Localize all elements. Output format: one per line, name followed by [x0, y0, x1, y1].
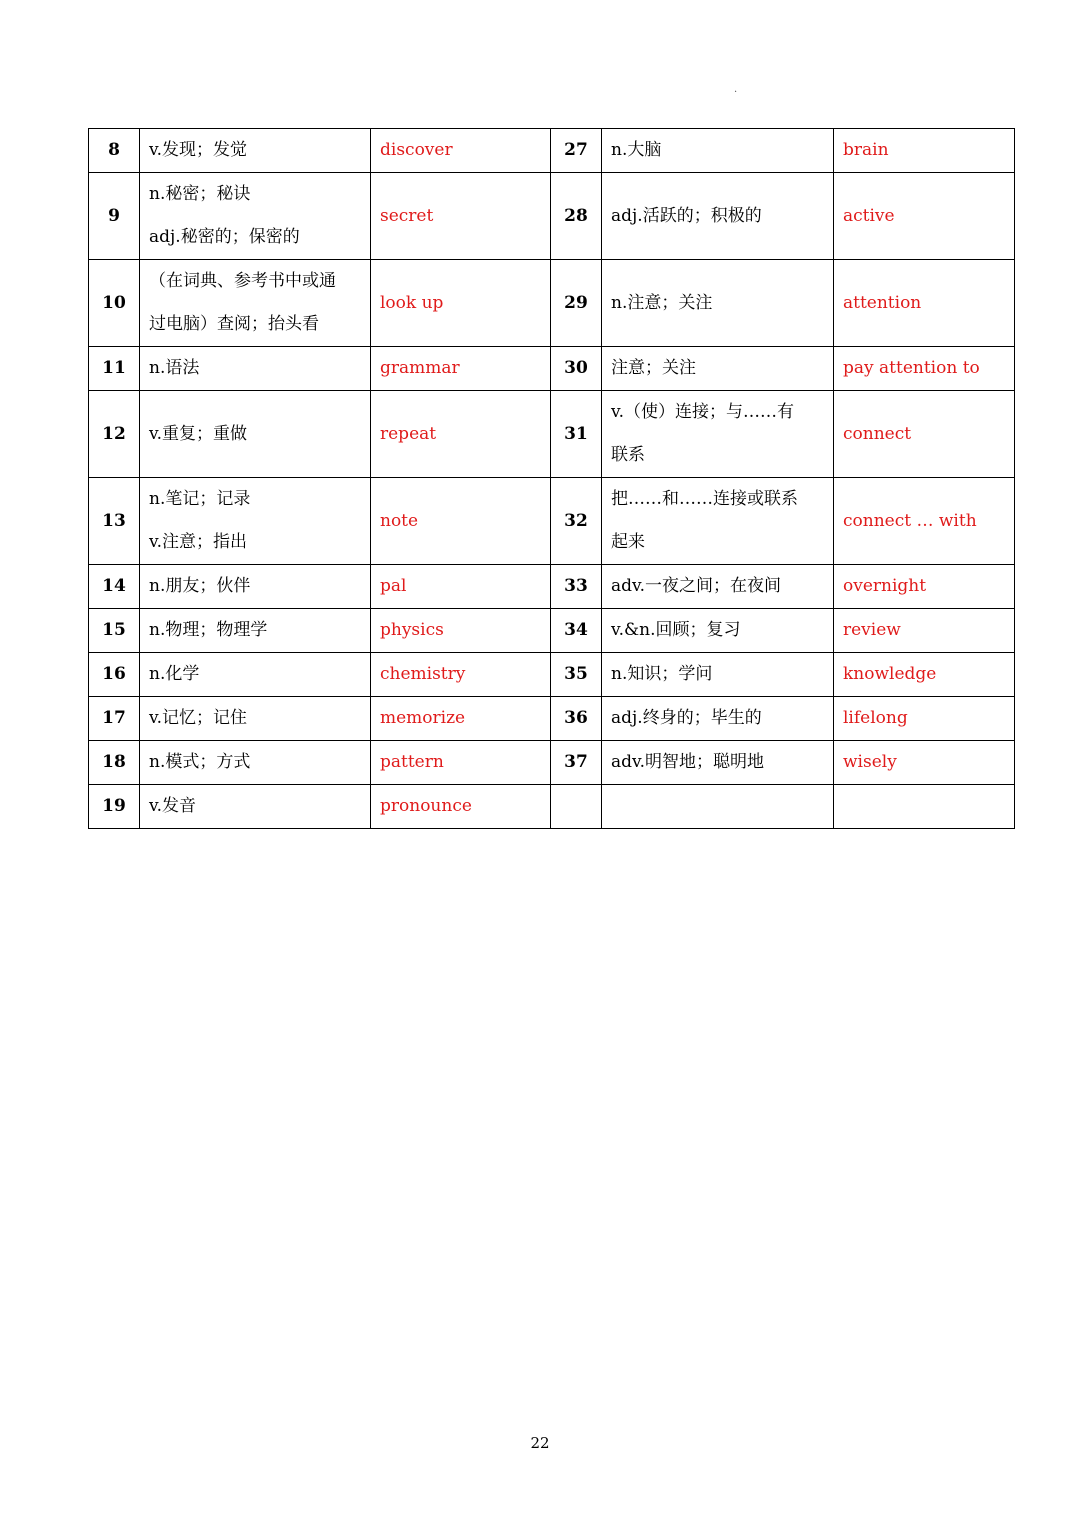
- chinese-meaning: [140, 391, 371, 478]
- meaning-line: v.发音: [149, 796, 196, 816]
- entry-number: 35: [551, 653, 602, 697]
- english-answer: secret: [371, 173, 551, 260]
- entry-number: 37: [551, 741, 602, 785]
- meaning-line: 把……和……连接或联系: [611, 489, 798, 509]
- chinese-meaning: [602, 347, 834, 391]
- meaning-line: n.朋友；伙伴: [149, 576, 251, 596]
- header-dot: .: [734, 84, 738, 95]
- entry-number: 16: [89, 653, 140, 697]
- meaning-line: n.化学: [149, 664, 200, 684]
- chinese-meaning: [602, 697, 834, 741]
- english-answer: look up: [371, 260, 551, 347]
- english-answer: brain: [834, 129, 1015, 173]
- chinese-meaning: [602, 565, 834, 609]
- empty-meaning-cell: [602, 785, 834, 829]
- table-row: [89, 391, 1015, 478]
- entry-number: 14: [89, 565, 140, 609]
- entry-number: 28: [551, 173, 602, 260]
- chinese-meaning: [140, 565, 371, 609]
- meaning-line: v.&n.回顾；复习: [611, 620, 741, 640]
- chinese-meaning: [602, 391, 834, 478]
- english-answer: lifelong: [834, 697, 1015, 741]
- chinese-meaning: [602, 653, 834, 697]
- entry-number: 27: [551, 129, 602, 173]
- entry-number: 12: [89, 391, 140, 478]
- table-row: [89, 697, 1015, 741]
- page-number: 22: [530, 1434, 550, 1452]
- chinese-meaning: [602, 129, 834, 173]
- english-answer: connect: [834, 391, 1015, 478]
- table-row: [89, 260, 1015, 347]
- english-answer: knowledge: [834, 653, 1015, 697]
- english-answer: note: [371, 478, 551, 565]
- chinese-meaning: [140, 609, 371, 653]
- meaning-line: n.模式；方式: [149, 752, 251, 772]
- meaning-line: 过电脑）查阅；抬头看: [149, 314, 319, 334]
- entry-number: 31: [551, 391, 602, 478]
- entry-number: 9: [89, 173, 140, 260]
- chinese-meaning: [140, 173, 371, 260]
- meaning-line: v.记忆；记住: [149, 708, 247, 728]
- english-answer: active: [834, 173, 1015, 260]
- chinese-meaning: [140, 785, 371, 829]
- chinese-meaning: [140, 741, 371, 785]
- entry-number: 8: [89, 129, 140, 173]
- english-answer: pattern: [371, 741, 551, 785]
- chinese-meaning: [602, 173, 834, 260]
- entry-number: 36: [551, 697, 602, 741]
- english-answer: pal: [371, 565, 551, 609]
- entry-number: 19: [89, 785, 140, 829]
- entry-number: 13: [89, 478, 140, 565]
- meaning-line: 联系: [611, 445, 645, 465]
- table-row: [89, 653, 1015, 697]
- table-row: [89, 741, 1015, 785]
- chinese-meaning: [140, 697, 371, 741]
- english-answer: review: [834, 609, 1015, 653]
- meaning-line: n.秘密；秘诀: [149, 184, 251, 204]
- english-answer: attention: [834, 260, 1015, 347]
- english-answer: discover: [371, 129, 551, 173]
- meaning-line: 起来: [611, 532, 645, 552]
- table-row: [89, 129, 1015, 173]
- chinese-meaning: [602, 609, 834, 653]
- chinese-meaning: [140, 347, 371, 391]
- meaning-line: v.（使）连接；与……有: [611, 402, 794, 422]
- table-row: [89, 609, 1015, 653]
- meaning-line: n.物理；物理学: [149, 620, 268, 640]
- entry-number: 17: [89, 697, 140, 741]
- entry-number: 29: [551, 260, 602, 347]
- entry-number: 30: [551, 347, 602, 391]
- chinese-meaning: [602, 260, 834, 347]
- meaning-line: n.语法: [149, 358, 200, 378]
- meaning-line: v.发现；发觉: [149, 140, 247, 160]
- chinese-meaning: [140, 478, 371, 565]
- meaning-line: v.重复；重做: [149, 423, 247, 444]
- chinese-meaning: [140, 260, 371, 347]
- english-answer: chemistry: [371, 653, 551, 697]
- english-answer: repeat: [371, 391, 551, 478]
- vocabulary-table: [88, 128, 1015, 829]
- meaning-line: n.大脑: [611, 140, 662, 160]
- meaning-line: adv.一夜之间；在夜间: [611, 576, 782, 596]
- chinese-meaning: [602, 478, 834, 565]
- chinese-meaning: [602, 741, 834, 785]
- entry-number: 33: [551, 565, 602, 609]
- english-answer: connect … with: [834, 478, 1015, 565]
- table-row: [89, 785, 1015, 829]
- table-row: [89, 565, 1015, 609]
- entry-number: 15: [89, 609, 140, 653]
- entry-number: 32: [551, 478, 602, 565]
- empty-answer-cell: [834, 785, 1015, 829]
- english-answer: wisely: [834, 741, 1015, 785]
- english-answer: pronounce: [371, 785, 551, 829]
- empty-number-cell: [551, 785, 602, 829]
- meaning-line: adj.活跃的；积极的: [611, 205, 762, 226]
- english-answer: memorize: [371, 697, 551, 741]
- entry-number: 11: [89, 347, 140, 391]
- entry-number: 18: [89, 741, 140, 785]
- table-row: [89, 173, 1015, 260]
- table-row: [89, 478, 1015, 565]
- meaning-line: adv.明智地；聪明地: [611, 752, 765, 772]
- english-answer: overnight: [834, 565, 1015, 609]
- meaning-line: n.知识；学问: [611, 664, 713, 684]
- meaning-line: n.注意；关注: [611, 292, 713, 313]
- english-answer: grammar: [371, 347, 551, 391]
- meaning-line: adj.秘密的；保密的: [149, 227, 300, 247]
- entry-number: 34: [551, 609, 602, 653]
- meaning-line: （在词典、参考书中或通: [149, 271, 336, 291]
- chinese-meaning: [140, 129, 371, 173]
- meaning-line: adj.终身的；毕生的: [611, 708, 762, 728]
- meaning-line: 注意；关注: [611, 358, 696, 378]
- meaning-line: n.笔记；记录: [149, 489, 251, 509]
- table-row: [89, 347, 1015, 391]
- english-answer: pay attention to: [834, 347, 1015, 391]
- meaning-line: v.注意；指出: [149, 532, 247, 552]
- chinese-meaning: [140, 653, 371, 697]
- entry-number: 10: [89, 260, 140, 347]
- english-answer: physics: [371, 609, 551, 653]
